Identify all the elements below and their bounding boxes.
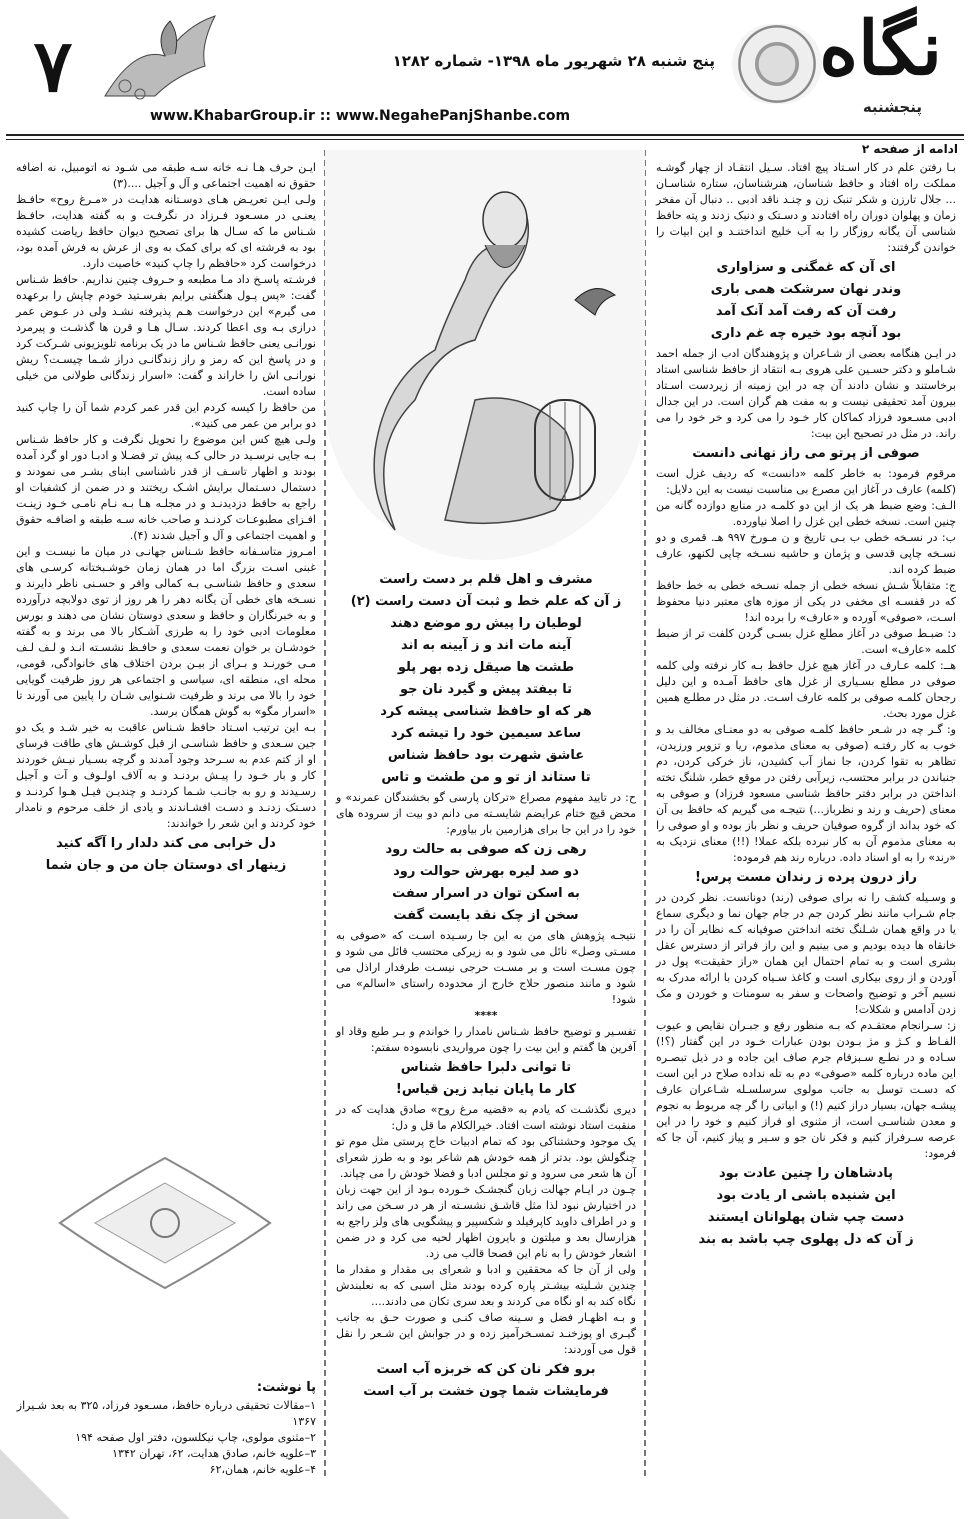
paragraph: تفسـیر و توضیح حافظ شـناس نامدار را خواندم و بـر طبع وقاد او آفرین ها گفتم و این بیت را چون مرواریدی نابسوده سفتم: — [336, 1025, 636, 1054]
verse-line: تا توانی دلبرا حافظ شناس — [400, 1060, 572, 1075]
verse-line: طشت ها صیقل زده بهر پلو — [397, 660, 575, 675]
paragraph: در ایـن هنگامه بعضی از شـاعران و پژوهندگان ادب از جمله احمد شـاملو و دکتر حسـین علی هروی بـه انتقاد از حافظ شناسی استاد برخاستند و نشان دادند آن چه در این زمینه از زیردست اسـتاد بیرون آمد تحقیقی نیست و به مفت هم گران است. در این جدال ادبی مسـعود فرزاد کماکان کار خـود را می کرد و خر خود را می راند. در مثل در تصحیح این بیت: — [656, 347, 956, 440]
references-title: پا نوشت: — [256, 1380, 316, 1395]
verse-line: به اسکن توان در اسرار سفت — [392, 886, 580, 901]
paragraph: ج: متقابلاً شـش نسخه خطی از جمله نسـخه خطی به خط حافظ که در قفسـه ای مخفی در یکی از موزه های معتبر دنیا محفوظ اسـت، «صوفی» آورده و «عارف» را برده اند! — [656, 579, 956, 624]
paragraph: ح: در تایید مفهوم مصراع «ترکان پارسی گو بخشندگان عمرند» و محض قیچ ختام عرایضم شایسـته می دانم دو بیت از سروده های خود را در این جا برای هزارمین بار بیاورم: — [336, 791, 636, 836]
verse-line: عاشق شهرت بود حافظ شناس — [387, 748, 585, 763]
column-left — [16, 160, 316, 1500]
reference-item: ۱–مقالات تحقیقی درباره حافظ، مسـعود فرزاد، ۳۲۵ به بعد شـیراز ۱۳۶۷ — [16, 1399, 316, 1428]
verse-line: لوطیان را پیش رو موضع دهند — [390, 616, 582, 631]
verse-line: ز آن که دل پهلوی چپ باشد به بند — [698, 1232, 914, 1247]
verse-line: این شنیده باشی ار یادت بود — [716, 1188, 896, 1203]
paragraph: یک موجود وحشتناکی بود که تمام ادبیات خاج پرستی مثل موم تو چنگولش بود. بدتر از همه خودش هم شاعر بود و به طرز شعرای آن ها شعر می سرود و تو مجلس ادبا و فضلا خودش را می چپاند. — [336, 1135, 636, 1180]
verse-line: دل خرابی می کند دلدار را آگه کنید — [56, 836, 276, 851]
paragraph: ولـی هیچ کس این موضوع را تحویل نگرفت و کار حافظ شـناس بـه جایی نرسـید در حالی کـه پیش تر فضـلا و ادبـا دور او گرد آمده بودند و اظهار تاسـف از قدر ناشناسی ابنای بشـر می نمودند و دستمال دسـتمال برایش اشـک ریختند و در ضمن از کشفیات او راجع به حافظ دزدیدنـد و در مجلـه هـا بـه نـام نامـی خـود زینـت افـزای مطبوعـات کردنـد و صاحب خانه سـه طبقه و اضافـه حقوق و اهمیت اجتماعی و آل و آجیل شدند (۴). — [16, 433, 316, 542]
separator-stars: **** — [474, 1009, 498, 1022]
reference-item: ۳–علویه خانم، صادق هدایت، ۶۲، تهران ۱۳۴۲ — [112, 1447, 316, 1460]
paragraph: چـون در ایـام جهالت زبان گنجشـک خـورده بـود از این جهت زبان در اختیارش نبود لذا مثل قاشـق نشسـته از هر در سـخن می راند و در اطراف داوید کاپرفیلد و شکسپیر و پیشگویی های ولز راجع به هزارسال بعد و میلتون و بایرون اظهار لحیه می کرد و در ضمن اشعار خودش را به نام این فصحا قالب می زد. — [336, 1183, 636, 1260]
paragraph: الـف: وضع ضبط هر یک از این دو کلمـه در منابع دوازده گانه من چنین است. نسخه خطی این غزل را اصلا نیاورده. — [656, 499, 956, 528]
date-issue: پنج شنبه ۲۸ شهریور ماه ۱۳۹۸- شماره ۱۲۸۲ — [392, 52, 715, 70]
paragraph: و: گـر چه در شـعر حافظ کلمـه صوفی به دو معنـای مخالف بد و خوب به کار رفتـه (صوفی به معنای مذموم، ریا و تزویر ورزیدن، تظاهر به تقوا کردن، جا نماز آب کشیدن، ناز خرکی کردن، دم جنباندن در برابر محتسب، زیرآبی رفتن در موقع خطر، شلنگ تخته انداختن در برابر دفتر حافظ شناسی مسعود فرزاد) و صوفی به معنای (حریف و رند و نظرباز...) نتیجـه می گیریم که حافظ بی آن که خود بداند از گروه صوفیان حریف و نظر باز بوده و او صوفی را به معنای مذموم آن به کار نبرده بلکه عملا! (!!) معنای نزدیک به «رند» را به او اسناد داده. درباره رند هم فرموده: — [656, 723, 956, 864]
paragraph: و وسـیله کشف را نه برای صوفی (رند) دونانست. نظر کردن در جام شـراب مانند نظر کردن جم در جام جهان نما و دیگری سماع یا در واقع همان شـلنگ تخته انداختن صوفیانه کـه نظایر آن را در خانقاه ها دیده بودیم و می بینیم و این راز فراتر از دسترس عقل بشری است و به تمام احتمال این همان «راز حقیقت» پول در آوردن و از روی بیکاری است و کاغذ سـیاه کردن با ارائه مدرک به نسیم آخر و توضیح واضحات و سفر به سومنات و خوردن و مک زدن آدامس و شکلات! — [656, 891, 956, 1016]
verse-line: رهی زن که صوفی به حالت رود — [385, 842, 587, 857]
paragraph: دیری نگذشـت که یادم به «قضیه مرغ روح» صادق هدایت که در منقبت استاد نوشته است افتاد. خیرالکلام ما قل و دل: — [336, 1103, 636, 1132]
verse-line: دست چپ شان پهلوانان ایستند — [707, 1210, 905, 1225]
page-curl — [0, 1449, 70, 1519]
verse-line: ای آن که غمگنی و سزاواری — [716, 260, 896, 275]
verse-line: هر که او حافظ شناسی پیشه کرد — [380, 704, 592, 719]
logo — [732, 6, 962, 126]
verse-line: فرمایشات شما چون خشت بر آب است — [363, 1384, 609, 1399]
paragraph: ز: سـرانجام معتقـدم که بـه منظور رفع و جبـران نقایص و عیوب الفـاظ و کـژ و مژ بـودن بودن عبارات خـود در این گفتار (؟!) سـاده و در نطـع سـبزفام جرم صاف این جاده و در ذیل تبصـره این ماده درباره کلمه «صوفی» دم به تله نداده صلاح در این است که دسـت توسل به جانب مولوی سرسلسـله شـاعران عارف پیشـه جهان، بسیار دراز کنیم (!) و ابیاتی را گر چه مربوط به نجوم و معدن شناسـی است، از مثنوی او فراز کنیم و خود را در این عرصه سـرفراز کنیم و فکر نان جو و سـیر و پیاز کنیم، آن جا که فرمود: — [656, 1019, 956, 1160]
paragraph: من حافظ را کیسه کردم این قدر عمر کردم شما آن را چاپ کنید دو برابر من عمر می کنید». — [16, 401, 316, 430]
paragraph: ولـی ایـن تعریـض هـای دوسـتانه هدایـت در «مـرغ روح» حافـظ یعنـی در مسـعود فـرزاد در نگرفـت و به گفته هدایت، حافـظ شـناس ما که سـال ها برای تصحیح دیوان حافظ ریاضت کشیده بود به فرشته ای که برای کمک به وی از عرش به فرش آمده بود، درخواست کرد «حافظم را چاپ کنید» خاصیت دارد. — [16, 193, 316, 270]
paragraph: ب: در نسـخه خطی ب بـی تاریخ و ن مـورخ ۹۹۷ هـ. قمری و دو نسـخه چاپی قدسی و پژمان و حاشیه نسـخه چاپی لکنهو، عارف ضبط کرده اند. — [656, 531, 956, 576]
paragraph: فرشـته پاسـخ داد مـا مطبعه و حـروف چنین نداریم. حافظ شـناس گفت: «پس پـول هنگفتی برایم بفرسـتید خودم چاپش را برعهده می گیرم» این درخواست هـم پذیرفته نشـد ولی در عـوض عمر درازی بـه وی اعطا کردند. سـال هـا و قرن ها گذشـت و پیرمرد نورانـی یعنی حافظ شـناس ما در یک برنامه تلویزیونی شـرکت کرد و در پاسخ این که رمز و راز زندگانـی دراز شـما چیسـت؟ ریش نورانـی اش را خاراند و گفت: «اسرار زندگانی طولانی من خیلی ساده است. — [16, 273, 316, 398]
header-rule — [6, 134, 964, 140]
verse-line: پادشاهان را چنین عادت بود — [718, 1166, 893, 1181]
phoenix-icon — [95, 6, 235, 106]
paragraph: هــ: کلمه عـارف در آغاز هیچ غزل حافظ بـه کار نرفته ولی کلمه صوفی در مطلع بسـیاری از غزل های حافظ آمـده و این دلیل رجحان کلمـه صوفی بر کلمه عارف اسـت. در مثل در مطلـع همین غزل مورد بحث. — [656, 659, 956, 720]
website-urls: www.KhabarGroup.ir :: www.NegahePanjShanbe.com — [150, 108, 571, 124]
paragraph: د: ضبـط صوفی در آغاز مطلع غزل بسـی گردن کلفت تر از ضبط کلمه «عارف» است. — [656, 627, 956, 656]
paragraph: ایـن حرف هـا نـه خانه سـه طبقه می شـود نه اتومبیل، نه اضافه حقوق نه اهمیت اجتماعی و آل و آجیل ....(۳) — [16, 161, 316, 190]
verse-line: کار ما پایان نیابد زین قیاس! — [395, 1082, 577, 1097]
logo-text: نگاه — [819, 6, 942, 92]
paragraph: بـا رفتن علم در کار اسـتاد پیچ افتاد. سـیل انتقـاد از چهار گوشـه مملکت راه افتاد و حافظ شناسان، هنرشناسان، ستاره شناسـان ... جلال تارزن و شکر تنبک زن و چنـد ناقد ادبی .. دنبال آن مفخر زمان و پهلوان دوران راه افتادند و دسـتک و دنبک زدند و پته حافظ شناسی آن یگانه روزگار را به آب خلیج انداختنـد و این ابیات را خواندن گرفتند: — [656, 161, 956, 254]
verse-line: سخن از چک نقد بایست گفت — [393, 908, 579, 923]
verse-line: دو صد لیره بهرش حوالت رود — [393, 864, 579, 879]
verse-line: رفت آن که رفت آمد آنک آمد — [715, 304, 897, 319]
verse-line: برو فکر نان کن که خربزه آب است — [376, 1362, 596, 1377]
paragraph: و بـه اظهـار فضل و سـینه صاف کنـی و صورت حـق به جانب گیـری او پوزخنـد تمسـخرآمیز زده و در جوابش این شـعر را نقل قول می آوردند: — [336, 1311, 636, 1356]
verse-line: راز درون پرده ز رندان مست پرس! — [694, 870, 917, 885]
verse-line: مشرف و اهل قلم بر دست راست — [379, 572, 593, 587]
verse-line: تا ستاند از تو و من طشت و تاس — [381, 770, 591, 785]
verse-line: آینه مات اند و ز آیینه به اند — [400, 638, 572, 653]
reference-item: ۴–علویه خانم، همان،۶۲ — [209, 1463, 316, 1476]
logo-subtitle: پنجشنبه — [862, 98, 922, 116]
paragraph: مرقوم فرمود: به خاطر کلمه «دانست» که ردیف غزل است (کلمه) عارف در آغاز این مصرع بی مناسبت نیست به این دلایل: — [656, 467, 956, 496]
paragraph: امـروز متاسـفانه حافظ شـناس جهانـی در میان ما نیسـت و این غبنی اسـت بزرگ اما در همان زمان خوشـبختانه کرسـی های سعدی و حافظ شناسـی بـه کمالی وافر و حسـنی ناظر دایرند و نسـخه های خطی آن یگانه دهر را هر روز از توی دولابچه درآورده و به خبرنگاران و حافظ و سعدی دوستان نشان می دهند و بورس معلومات ادبی خود را به طرزی آشـکار بالا می برند و به گفته خودشـان بر خوان نعمت سعدی و حافـظ نشسـته انـد و لـف لـف مـی خورنـد و بـرای از بیـن بردن اختلاف های خانوادگی، قومی، محله ای، منطقه ای، سیاسی و اجتماعی هر روز ظرفیت گویایی خود را بالا می برند و ظرفیت شـنوایی شـان را پایین می آورند تا «اسرار مگو» به گوش همگان برسد. — [16, 545, 316, 718]
verse-line: زینهار ای دوستان جان من و جان شما — [45, 858, 287, 873]
paragraph: نتیجـه پژوهش های من به این جا رسـیده اسـت که «صوفی به مسـتی وصل» نائل می شود و به زیرکی محتسب قائل می شود و چون مسـت است و بر مسـت حرجی نیسـت طرفدار اراذل می شود و مانند منصور حلاج خارج از محدوده راستای «اسالم» می شود! — [336, 929, 636, 1006]
column-right — [656, 160, 956, 1480]
page-number: ۷ — [33, 23, 73, 108]
paragraph: بـه این ترتیب اسـتاد حافظ شـناس عاقبت به خیر شـد و یک دو جین سـعدی و حافظ شناسـی از قبل کوشـش های طاقت فرسای او از کتم عدم به سـرحد وجود آمدند و گرچه بسـیار نیـش خوردند کار و بار خـود را پیـش بردنـد و به آلاف اولـوف و آت و آجیل رسـیدند و رو به جانـب شـما کردنـد و چندیـن فیـل هـوا کردنـد و دسـتک زدنـد و دسـت افشـاندند و یادی از خلف مرحوم و نامدار خود کردند و این شعر را خواندند: — [16, 721, 316, 830]
column-middle — [336, 568, 636, 1468]
verse-line: ز آن که علم خط و ثبت آن دست راست (۲) — [350, 594, 622, 609]
verse-line: تا بیفتد پیش و گیرد نان جو — [400, 682, 572, 697]
paragraph: ولی از آن جا که محققین و ادبا و شعرای بی مقدار و مقدار ما چندین شـلیته بیشـتر پاره کرده بودند مثل اسبی که به نعلبندش نگاه کند به او نگاه می کردند و بعد سری تکان می دادند.... — [336, 1263, 636, 1308]
ornament-icon — [40, 1148, 290, 1298]
reference-item: ۲–مثنوی مولوی، چاپ نیکلسون، دفتر اول صفحه ۱۹۴ — [75, 1431, 316, 1444]
verse-line: ساعد سیمین خود را تیشه کرد — [390, 726, 582, 741]
ornament-icon — [732, 24, 822, 104]
verse-line: بود آنچه بود خیره چه غم داری — [710, 326, 902, 341]
verse-line: صوفی از پرتو می راز نهانی دانست — [692, 446, 920, 461]
verse-line: وندر نهان سرشکت همی باری — [710, 282, 902, 297]
masthead — [0, 0, 970, 150]
poet-illustration — [325, 150, 645, 560]
continued-label: ادامه از صفحه ۲ — [861, 142, 958, 156]
